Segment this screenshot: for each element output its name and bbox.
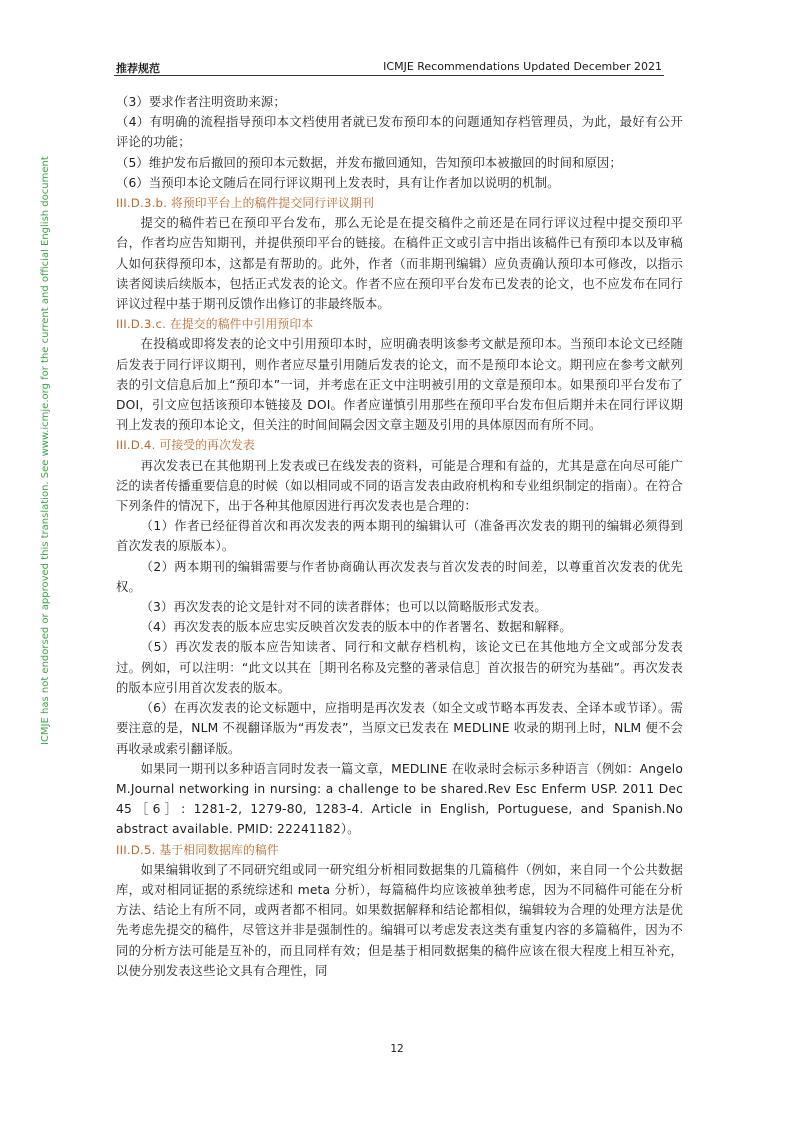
paragraph: （2）两本期刊的编辑需要与作者协商确认再次发表与首次发表的时间差，以尊重首次发表的优先权。: [116, 559, 683, 594]
page-number: 12: [390, 1043, 404, 1055]
paragraph: 如果编辑收到了不同研究组或同一研究组分析相同数据集的几篇稿件（例如，来自同一个公共数据库，或对相同证据的系统综述和 meta 分析），每篇稿件均应该被单独考虑，因为不同稿件可能在分析方法、结论上有所不同，或两者都不相同。如果数据解释和结论都相似，编辑较为合理的处理方法是优先考虑先提交的稿件，尽管这并非是强制性的。编辑可以考虑发表这类有重复内容的多篇稿件，因为不同的分析方法可能是互补的，而且同样有效；但是基于相同数据集的稿件应该在很大程度上相互补充，以使分别发表这些论文具有合理性，同: [116, 862, 683, 978]
paragraph: （4）有明确的流程指导预印本文档使用者就已发布预印本的问题通知存档管理员，为此，最好有公开评论的功能；: [116, 115, 683, 150]
paragraph: （6）在再次发表的论文标题中，应指明是再次发表（如全文或节略本再发表、全译本或节译）。需要注意的是，NLM 不视翻译版为“再发表”，当原文已发表在 MEDLINE 收录的期刊上时，NLM 便不会再收录或索引翻译版。: [116, 701, 683, 756]
paragraph: （3）要求作者注明资助来源；: [116, 95, 286, 109]
paragraph: （1）作者已经征得首次和再次发表的两本期刊的编辑认可（准备再次发表的期刊的编辑必须得到首次发表的原版本）。: [116, 519, 683, 554]
section-heading: III.D.3.b. 将预印平台上的稿件提交同行评议期刊: [116, 196, 375, 211]
section-heading: III.D.3.c. 在提交的稿件中引用预印本: [116, 317, 314, 332]
document-body: [116, 92, 683, 981]
translation-disclaimer: ICMJE has not endorsed or approved this translation. See www.icmje.org for the current and official English document: [40, 156, 51, 745]
paragraph: （4）再次发表的版本应忠实反映首次发表的版本中的作者署名、数据和解释。: [140, 620, 572, 635]
paragraph: 提交的稿件若已在预印平台发布，那么无论是在提交稿件之前还是在同行评议过程中提交预印平台，作者均应告知期刊，并提供预印平台的链接。在稿件正文或引言中指出该稿件已有预印本以及审稿人如何获得预印本，这都是有帮助的。此外，作者（而非期刊编辑）应负责确认预印本可修改，以指示读者阅读后续版本，包括正式发表的论文。作者不应在预印平台发布已发表的论文，也不应发布在同行评议过程中基于期刊反馈作出修订的非最终版本。: [116, 216, 683, 312]
paragraph: （5）再次发表的版本应告知读者、同行和文献存档机构，该论文已在其他地方全文或部分发表过。例如，可以注明：“此文以其在［期刊名称及完整的著录信息］首次报告的研究为基础”。再次发表的版本应引用首次发表的版本。: [116, 640, 683, 695]
paragraph: （5）维护发布后撤回的预印本元数据，并发布撤回通知，告知预印本被撤回的时间和原因；: [116, 155, 622, 170]
paragraph: （3）再次发表的论文是针对不同的读者群体；也可以以简略版形式发表。: [140, 600, 547, 615]
header-left-title: 推荐规范: [116, 62, 160, 75]
header-right-title: ICMJE Recommendations Updated December 2021: [383, 60, 662, 73]
section-heading: III.D.4. 可接受的再次发表: [116, 438, 255, 453]
header-divider: [114, 75, 664, 76]
paragraph: 在投稿或即将发表的论文中引用预印本时，应明确表明该参考文献是预印本。当预印本论文已经随后发表于同行评议期刊，则作者应尽量引用随后发表的论文，而不是预印本论文。期刊应在参考文献列表的引文信息后加上“预印本”一词，并考虑在正文中注明被引用的文章是预印本。如果预印平台发布了 DOI，引文应包括该预印本链接及 DOI。作者应谨慎引用那些在预印平台发布但后期并未在同行评议期刊上发表的预印本论文，但关注的时间间隔会因文章主题及引用的具体原因而有所不同。: [116, 337, 683, 433]
paragraph: （6）当预印本论文随后在同行评议期刊上发表时，具有让作者加以说明的机制。: [116, 175, 560, 190]
paragraph: 再次发表已在其他期刊上发表或已在线发表的资料，可能是合理和有益的，尤其是意在向尽可能广泛的读者传播重要信息的时候（如以相同或不同的语言发表由政府机构和专业组织制定的指南）。在符合下列条件的情况下，出于各种其他原因进行再次发表也是合理的：: [116, 458, 683, 514]
section-heading: III.D.5. 基于相同数据库的稿件: [116, 842, 279, 857]
paragraph: 如果同一期刊以多种语言同时发表一篇文章，MEDLINE 在收录时会标示多种语言（例如：Angelo M.Journal networking in nursing: a challenge to be shared.Rev Esc Enferm USP. 2011 Dec 45［6］: 1281-2, 1279-80, 1283-4. Article in English, Portuguese, and Spanish.No abstract available. PMID: 22241182）。: [116, 761, 683, 837]
